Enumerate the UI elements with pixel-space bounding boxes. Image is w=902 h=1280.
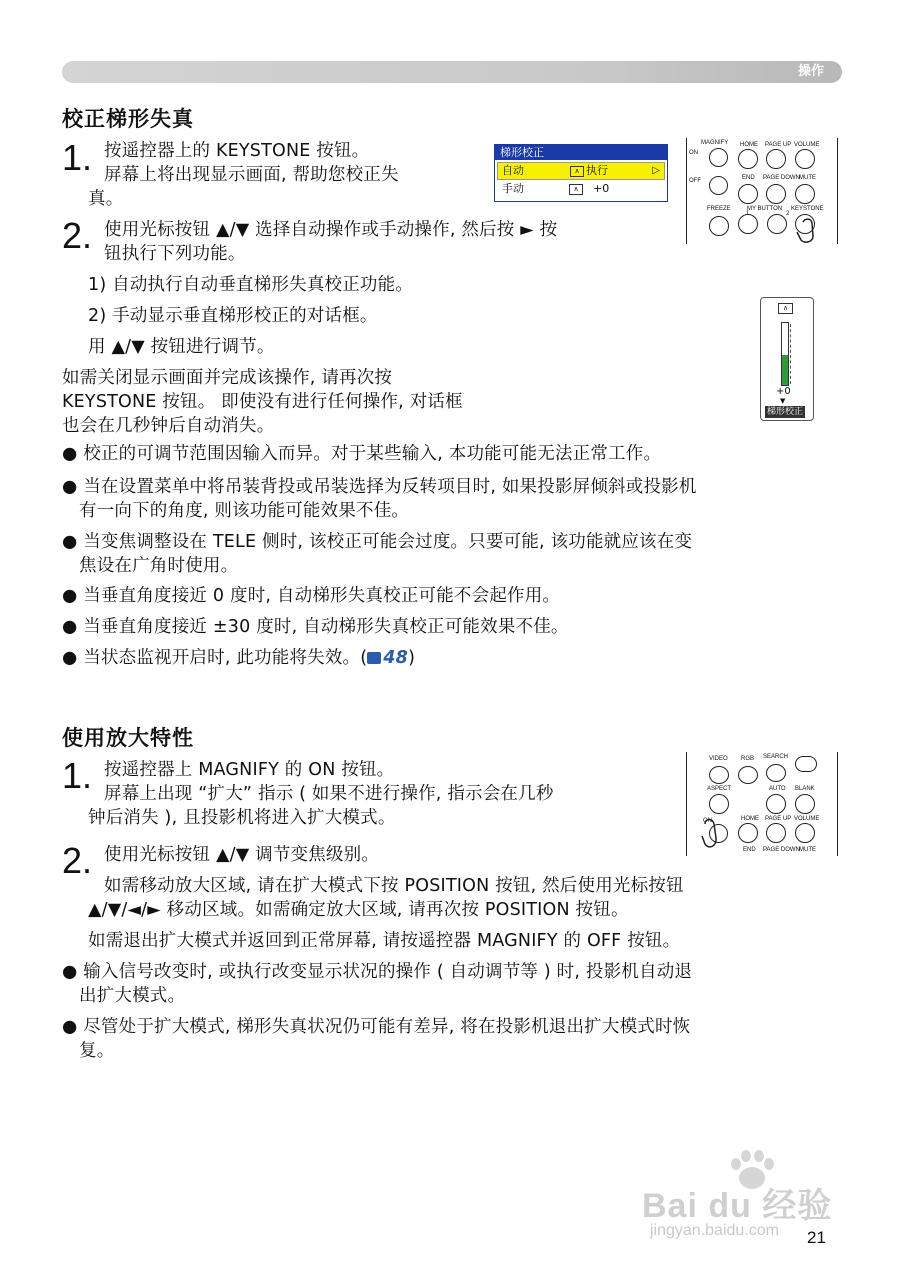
page-down-button[interactable] [766,184,786,204]
keystone-menu-title: 梯形校正 [495,145,667,160]
keystone-bullet-4: ● 当垂直角度接近 0 度时, 自动梯形失真校正可能不会起作用。 [62,586,561,606]
volume-button[interactable] [795,149,815,169]
magnify-step2-line2: 如需移动放大区域, 请在扩大模式下按 POSITION 按钮, 然后使用光标按钮 [104,876,684,896]
page-up-button[interactable] [766,823,786,843]
magnify-step2-number: 2. [62,840,93,881]
my-button-1[interactable] [738,214,758,234]
keystone-title: 校正梯形失真 [62,107,194,131]
keystone-close-line1: 如需关闭显示画面并完成该操作, 请再次按 [62,368,393,388]
keystone-bullet-2: ● 当在设置菜单中将吊装背投或吊装选择为反转项目时, 如果投影屏倾斜或投影机 [62,477,697,497]
home-button[interactable] [738,149,758,169]
keystone-dialog-label: 梯形校正 [767,407,804,417]
video-button[interactable] [709,766,729,784]
keystone-icon: ∧ [778,303,793,314]
magnify-step1-line2: 屏幕上出现 “扩大” 指示 ( 如果不进行操作, 指示会在几秒 [104,784,554,804]
magnify-step1-line3: 钟后消失 ), 且投影机将进入扩大模式。 [88,808,396,828]
keystone-bullet-6: ● 当状态监视开启时, 此功能将失效。( 48) [62,648,416,668]
keystone-icon: ∧ [569,184,583,195]
magnify-bullet-1: ● 输入信号改变时, 或执行改变显示状况的操作 ( 自动调节等 ) 时, 投影机自动退 [62,962,693,982]
standby-button[interactable] [795,756,817,772]
keystone-menu [494,144,668,202]
volume-button[interactable] [795,823,815,843]
keystone-step2-number: 2. [62,215,93,256]
keystone-step1-line2: 屏幕上将出现显示画面, 帮助您校正失 [104,165,399,185]
magnify-off-button[interactable] [709,176,728,195]
freeze-button[interactable] [709,216,729,236]
magnify-on-button[interactable] [709,148,728,167]
keystone-slider-fill [782,355,788,385]
aspect-button[interactable] [709,794,729,814]
keystone-bullet-1: ● 校正的可调节范围因输入而异。对于某些输入, 本功能可能无法正常工作。 [62,444,662,464]
arrow-right-icon: ▷ [652,165,660,176]
keystone-sub1: 1) 自动执行自动垂直梯形失真校正功能。 [88,275,414,295]
remote-control-magnify: VIDEO RGB SEARCH ASPECT AUTO BLANK ON HOME PAGE UP VOLUME END PAGE DOWN MUTE [686,752,838,856]
watermark-url: jingyan.baidu.com [650,1222,779,1239]
end-button[interactable] [738,184,758,204]
keystone-dialog-value: +0 [776,386,791,397]
header-bar [62,61,842,83]
keystone-sub3: 用 ▲/▼ 按钮进行调节。 [88,337,275,357]
finger-press-icon [701,814,731,856]
magnify-step1-line1: 按遥控器上 MAGNIFY 的 ON 按钮。 [104,760,395,780]
keystone-close-line3: 也会在几秒钟后自动消失。 [62,416,275,436]
keystone-dialog [760,297,814,421]
keystone-slider-ticks [790,324,794,384]
magnify-step2-line1: 使用光标按钮 ▲/▼ 调节变焦级别。 [104,845,380,865]
magnify-bullet-2: ● 尽管处于扩大模式, 梯形失真状况仍可能有差异, 将在投影机退出扩大模式时恢 [62,1017,691,1037]
search-button[interactable] [766,764,786,782]
magnify-step2-line3: ▲/▼/◄/► 移动区域。如需确定放大区域, 请再次按 POSITION 按钮。 [88,900,629,920]
page-ref-link[interactable]: 48 [383,648,409,668]
remote-control-keystone: MAGNIFY ON HOME PAGE UP VOLUME OFF END PAGE DOWN MUTE FREEZE MY BUTTON KEYSTONE 1 2 [686,138,838,244]
book-ref-icon [367,652,381,664]
keystone-menu-row-auto[interactable]: 自动 ∧ 执行 ▷ [497,162,665,180]
magnify-step1-number: 1. [62,755,93,796]
keystone-sub2: 2) 手动显示垂直梯形校正的对话框。 [88,306,378,326]
magnify-title: 使用放大特性 [62,726,194,750]
keystone-bullet-2-cont: 有一向下的角度, 则该功能可能效果不佳。 [79,501,410,521]
home-button[interactable] [738,823,758,843]
watermark-brand: Bai du 经验 [642,1187,833,1225]
section-label: 操作 [797,64,824,79]
page-up-button[interactable] [766,149,786,169]
keystone-slider-track[interactable] [781,322,789,386]
keystone-step2-line1: 使用光标按钮 ▲/▼ 选择自动操作或手动操作, 然后按 ► 按 [104,220,558,240]
my-button-2[interactable] [767,214,787,234]
auto-button[interactable] [766,794,786,814]
keystone-step1-number: 1. [62,137,93,178]
keystone-step1-line3: 真。 [88,189,124,209]
magnify-bullet-1-cont: 出扩大模式。 [79,986,186,1006]
keystone-bullet-3-cont: 焦设在广角时使用。 [79,556,239,576]
keystone-bullet-3: ● 当变焦调整设在 TELE 侧时, 该校正可能会过度。只要可能, 该功能就应该在变 [62,532,693,552]
keystone-step2-line2: 钮执行下列功能。 [104,244,246,264]
magnify-step2-line4: 如需退出扩大模式并返回到正常屏幕, 请按遥控器 MAGNIFY 的 OFF 按钮。 [88,931,681,951]
mute-button[interactable] [795,184,815,204]
magnify-bullet-2-cont: 复。 [79,1041,115,1061]
blank-button[interactable] [795,794,815,814]
keystone-menu-row-manual[interactable]: 手动 ∧ +0 [502,182,610,195]
keystone-icon: ∧ [570,166,584,177]
page-number: 21 [807,1228,826,1247]
arrow-down-icon: ▼ [780,397,786,405]
keystone-close-line2: KEYSTONE 按钮。 即使没有进行任何操作, 对话框 [62,392,463,412]
finger-press-icon [795,218,825,248]
keystone-step1-line1: 按遥控器上的 KEYSTONE 按钮。 [104,141,370,161]
rgb-button[interactable] [738,766,758,784]
keystone-bullet-5: ● 当垂直角度接近 ±30 度时, 自动梯形失真校正可能效果不佳。 [62,617,569,637]
